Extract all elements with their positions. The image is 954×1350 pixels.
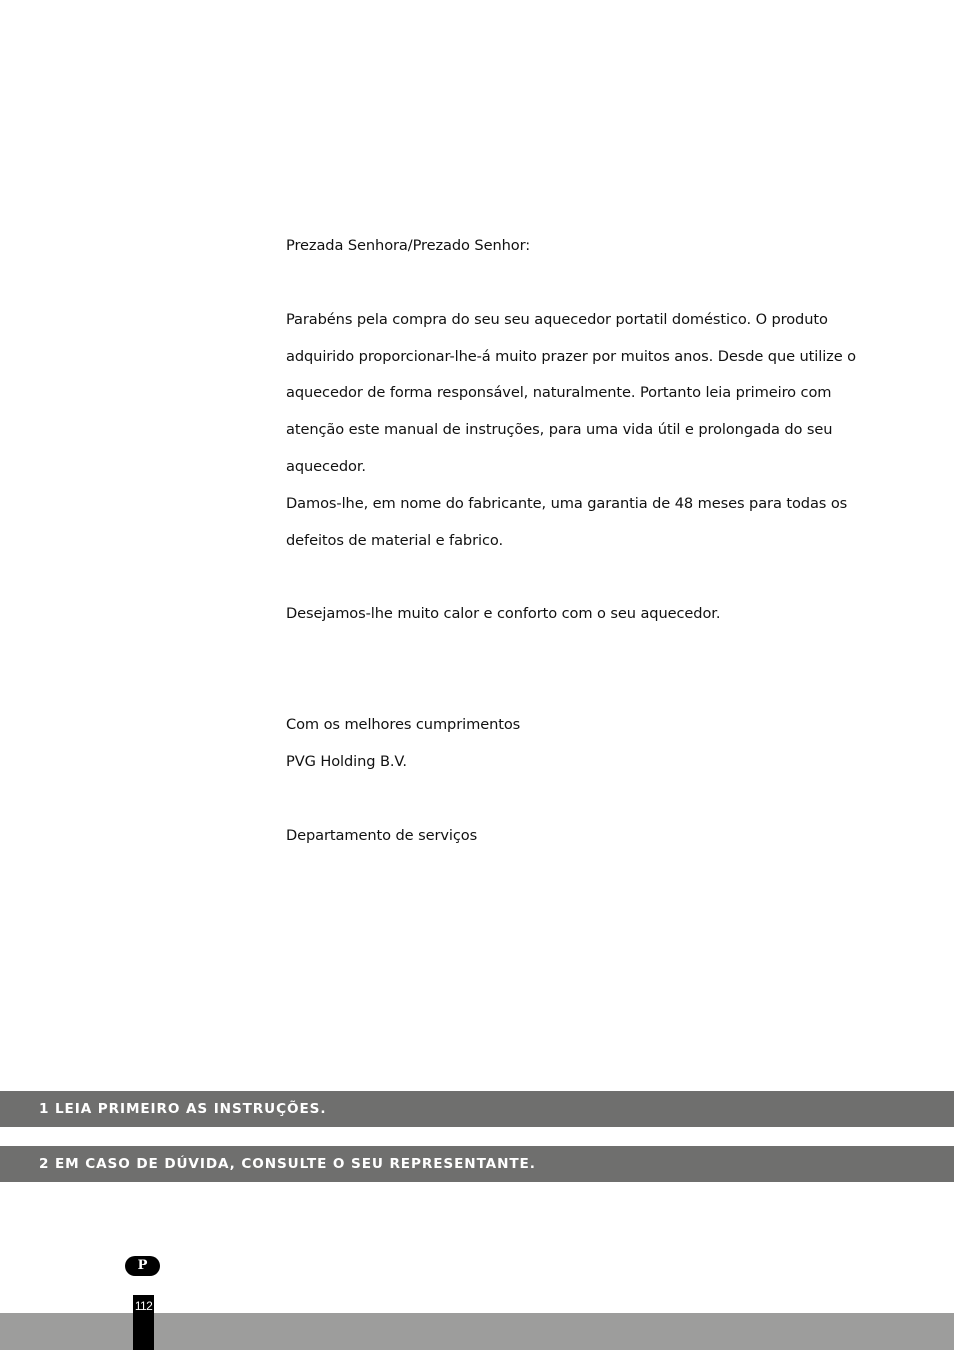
letter-closing: Com os melhores cumprimentos [286, 716, 521, 734]
instruction-banner-read-first: 1 LEIA PRIMEIRO AS INSTRUÇÕES. [0, 1091, 954, 1127]
page-number: 112 [134, 1299, 153, 1313]
paragraph-spacer [286, 265, 866, 302]
letter-paragraph-warranty: Damos-lhe, em nome do fabricante, uma garantia de 48 meses para todas os defeitos de material e fabrico. [286, 494, 848, 549]
letter-paragraph-wishes: Desejamos-lhe muito calor e conforto com o seu aquecedor. [286, 605, 721, 623]
language-badge: P [125, 1256, 160, 1276]
paragraph-spacer [286, 781, 866, 818]
letter-salutation: Prezada Senhora/Prezado Senhor: [286, 237, 531, 254]
letter-paragraph-intro: Parabéns pela compra do seu seu aquecedor portatil doméstico. O produto adquirido proporcionar-lhe-á muito prazer por muitos anos. Desde que utilize o aquecedor de forma responsável, naturalmente. Portanto leia primeiro com atenção este manual de instruções, para uma vida útil e prolongada do seu aquecedor. [286, 310, 856, 475]
letter-body [286, 228, 866, 855]
instruction-banner-consult-dealer: 2 EM CASO DE DÚVIDA, CONSULTE O SEU REPRESENTANTE. [0, 1146, 954, 1182]
letter-department: Departamento de serviços [286, 826, 478, 844]
paragraph-spacer [286, 559, 866, 596]
letter-company: PVG Holding B.V. [286, 752, 407, 770]
paragraph-spacer [286, 633, 866, 707]
